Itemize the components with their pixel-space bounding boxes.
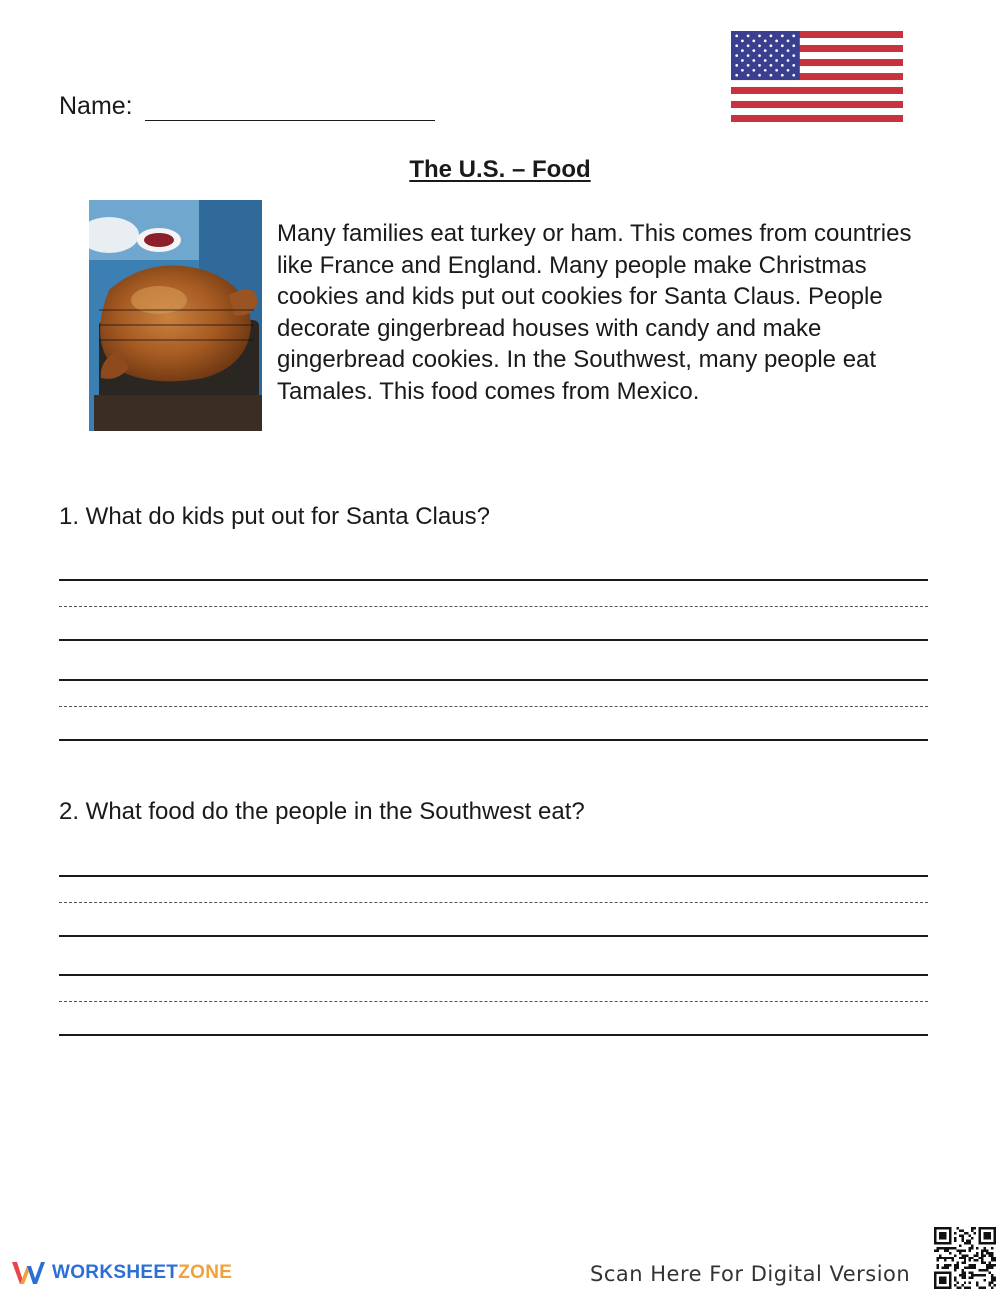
writing-line-dashed [59, 1001, 928, 1002]
flag-star [781, 44, 784, 47]
flag-star [741, 39, 744, 42]
writing-line-solid [59, 935, 928, 937]
flag-star [764, 39, 767, 42]
flag-star [781, 64, 784, 67]
flag-star [747, 64, 750, 67]
flag-star [787, 49, 790, 52]
flag-star [758, 44, 761, 47]
worksheet-title: The U.S. – Food [409, 156, 591, 183]
name-blank-line[interactable] [145, 94, 435, 121]
flag-star [741, 59, 744, 62]
writing-line-solid [59, 1034, 928, 1036]
writing-line-solid [59, 679, 928, 681]
flag-star [787, 39, 790, 42]
flag-star [792, 54, 795, 57]
flag-star [792, 44, 795, 47]
flag-star [792, 35, 795, 38]
question-1: 1. What do kids put out for Santa Claus? [59, 503, 490, 530]
flag-star [781, 74, 784, 77]
flag-star [758, 64, 761, 67]
worksheetzone-logo[interactable] [10, 1258, 232, 1288]
flag-star [764, 49, 767, 52]
writing-line-solid [59, 739, 928, 741]
flag-star [775, 59, 778, 62]
writing-line-solid [59, 639, 928, 641]
flag-star [752, 49, 755, 52]
flag-star [741, 69, 744, 72]
question-2: 2. What food do the people in the Southwest eat? [59, 798, 585, 825]
flag-star [735, 44, 738, 47]
flag-star [747, 44, 750, 47]
flag-star [781, 54, 784, 57]
flag-star [735, 35, 738, 38]
flag-star [758, 54, 761, 57]
flag-star [787, 59, 790, 62]
flag-star [770, 64, 773, 67]
writing-line-solid [59, 875, 928, 877]
flag-star [747, 35, 750, 38]
flag-star [758, 74, 761, 77]
worksheetzone-wordmark: WORKSHEETZONE [52, 1262, 233, 1283]
name-label: Name: [59, 92, 133, 120]
scan-caption: Scan Here For Digital Version [590, 1262, 911, 1286]
flag-star [770, 74, 773, 77]
flag-star [747, 54, 750, 57]
flag-star [770, 54, 773, 57]
flag-star [752, 59, 755, 62]
flag-star [781, 35, 784, 38]
reading-passage: Many families eat turkey or ham. This comes from countries like France and England. Many people make Christmas cookies and kids put out cookies for Santa Claus. People decorate gingerbread houses with candy and make gingerbread cookies. In the Southwest, many people eat Tamales. This food comes from Mexico. [277, 220, 912, 405]
flag-star [775, 39, 778, 42]
flag-star [764, 69, 767, 72]
flag-star [775, 49, 778, 52]
roast-turkey-photo [89, 200, 262, 431]
flag-star [735, 54, 738, 57]
flag-star [735, 74, 738, 77]
flag-star [752, 69, 755, 72]
flag-star [741, 49, 744, 52]
flag-star [770, 35, 773, 38]
flag-star [752, 39, 755, 42]
qr-code-icon[interactable] [934, 1227, 996, 1289]
us-flag-icon [731, 31, 903, 122]
flag-star [770, 44, 773, 47]
flag-star [792, 64, 795, 67]
flag-star [758, 35, 761, 38]
name-row [59, 92, 435, 121]
flag-star [787, 69, 790, 72]
flag-star [764, 59, 767, 62]
writing-line-dashed [59, 902, 928, 903]
writing-line-solid [59, 974, 928, 976]
writing-line-solid [59, 579, 928, 581]
flag-star [735, 64, 738, 67]
writing-line-dashed [59, 606, 928, 607]
flag-star [775, 69, 778, 72]
flag-star [747, 74, 750, 77]
writing-line-dashed [59, 706, 928, 707]
flag-star [792, 74, 795, 77]
worksheetzone-w-icon [10, 1258, 46, 1288]
